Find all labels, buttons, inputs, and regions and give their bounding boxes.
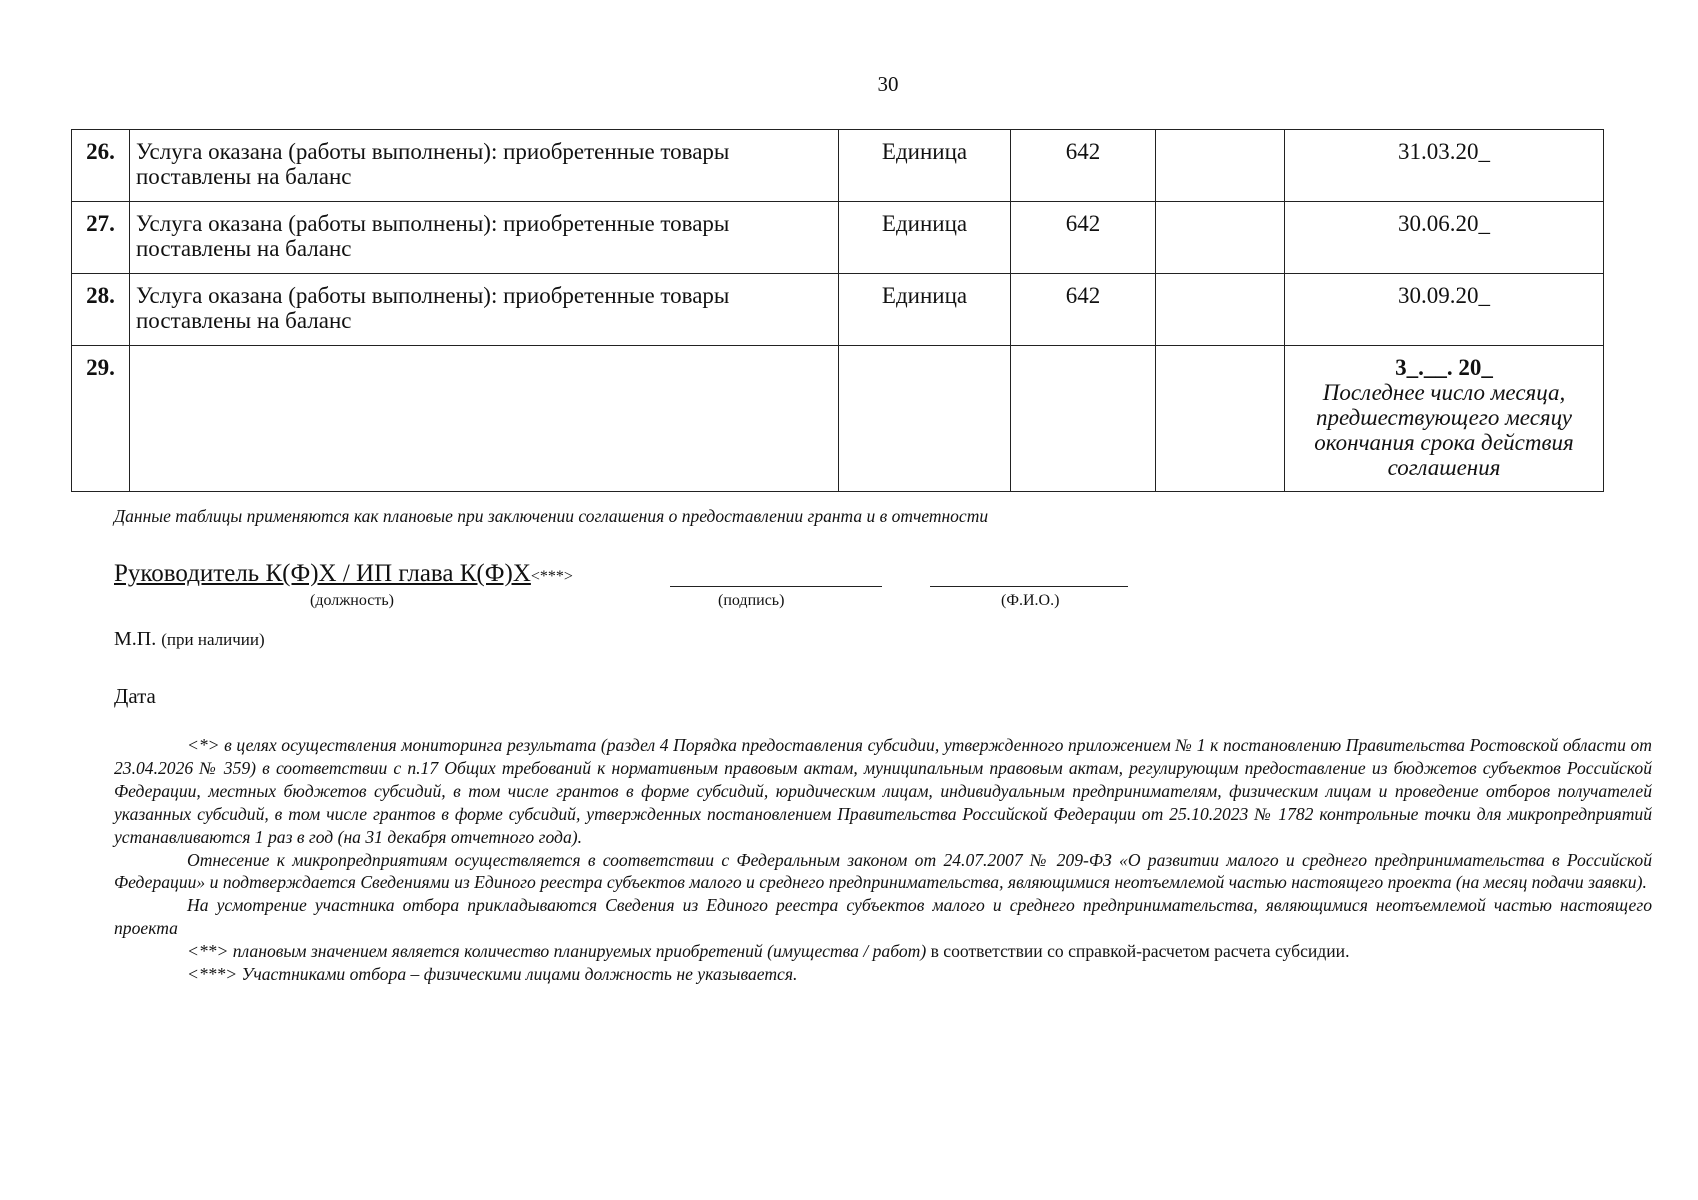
row-unit: Единица (839, 202, 1011, 274)
stamp-line (114, 628, 265, 651)
signature-line (670, 586, 882, 587)
table-note: Данные таблицы применяются как плановые при заключении соглашения о предоставлении гранта и в отчетности (114, 506, 989, 526)
position-title (114, 560, 573, 588)
row-okei-code: 642 (1011, 130, 1156, 202)
row-number: 26. (72, 130, 130, 202)
row-description (130, 346, 839, 492)
row-value (1156, 130, 1285, 202)
table-row (72, 274, 1604, 346)
row-okei-code: 642 (1011, 274, 1156, 346)
deadline-note: Последнее число месяца, предшествующего месяцу окончания срока действия соглашения (1314, 380, 1574, 480)
row-number: 29. (72, 346, 130, 492)
footnote-1: <*> в целях осуществления мониторинга результата (раздел 4 Порядка предоставления субсидии, утвержденного приложением № 1 к постановлению Правительства Ростовской области от 23.04.2026 № 359) в соответствии с п.17 Общих требований к нормативным правовым актам, муниципальным правовым актам, регулирующим предоставление из бюджетов субъектов Российской Федерации, местных бюджетов субсидий, в том числе грантов в форме субсидий, юридическим лицам, индивидуальным предпринимателям, физическим лицам и проведение отборов получателей указанных субсидий, в том числе грантов в форме субсидий, утвержденных постановлением Правительства Российской Федерации от 25.10.2023 № 1782 контрольные точки для микропредприятий устанавливаются 1 раз в год (на 31 декабря отчетного года). (114, 735, 1652, 847)
footnote-4-italic: <**> плановым значением является количество планируемых приобретений (имущества / работ) (187, 941, 927, 962)
table-row (72, 130, 1604, 202)
footnote-3: На усмотрение участника отбора прикладываются Сведения из Единого реестра субъектов малого и среднего предпринимательства, являющимися неотъемлемой частью настоящего проекта (114, 895, 1652, 939)
row-unit: Единица (839, 130, 1011, 202)
caption-name: (Ф.И.О.) (1001, 592, 1060, 609)
table-row (72, 202, 1604, 274)
row-description: Услуга оказана (работы выполнены): приобретенные товары поставлены на баланс (130, 130, 839, 202)
row-value (1156, 346, 1285, 492)
row-okei-code (1011, 346, 1156, 492)
name-line (930, 586, 1128, 587)
row-description: Услуга оказана (работы выполнены): приобретенные товары поставлены на баланс (130, 274, 839, 346)
row-value (1156, 274, 1285, 346)
date-label: Дата (114, 684, 156, 708)
row-okei-code: 642 (1011, 202, 1156, 274)
stamp-label: М.П. (114, 628, 157, 650)
row-description: Услуга оказана (работы выполнены): приобретенные товары поставлены на баланс (130, 202, 839, 274)
caption-position: (должность) (310, 592, 394, 609)
footnote-2: Отнесение к микропредприятиям осуществляется в соответствии с Федеральным законом от 24.07.2007 № 209-ФЗ «О развитии малого и среднего предпринимательства в Российской Федерации» и подтверждается Сведениями из Единого реестра субъектов малого и среднего предпринимательства, являющимися неотъемлемой частью настоящего проекта (на месяц подачи заявки). (114, 849, 1652, 893)
page-number: 30 (877, 72, 899, 96)
deadline-date: 31.03.20_ (1398, 139, 1490, 164)
row-deadline (1285, 130, 1604, 202)
row-number: 28. (72, 274, 130, 346)
deadline-date: 30.09.20_ (1398, 283, 1490, 308)
row-unit: Единица (839, 274, 1011, 346)
deadline-date: 30.06.20_ (1398, 211, 1490, 236)
row-deadline (1285, 346, 1604, 492)
row-number: 27. (72, 202, 130, 274)
indicators-table (71, 129, 1604, 492)
footnote-5: <***> Участниками отбора – физическими лицами должность не указывается. (187, 964, 798, 985)
row-unit (839, 346, 1011, 492)
footnote-4-upright: в соответствии со справкой-расчетом расчета субсидии. (926, 941, 1350, 962)
table-row (72, 346, 1604, 492)
position-footnote-mark: <***> (530, 568, 573, 585)
row-deadline (1285, 274, 1604, 346)
caption-signature: (подпись) (718, 592, 785, 609)
position-title-text: Руководитель К(Ф)Х / ИП глава К(Ф)Х (114, 560, 531, 587)
footnote-4 (114, 940, 1652, 963)
stamp-note: (при наличии) (161, 630, 265, 649)
signature-block (114, 560, 1214, 620)
row-value (1156, 202, 1285, 274)
row-deadline (1285, 202, 1604, 274)
footnotes (114, 734, 1652, 986)
deadline-date: 3_.__. 20_ (1395, 355, 1493, 380)
